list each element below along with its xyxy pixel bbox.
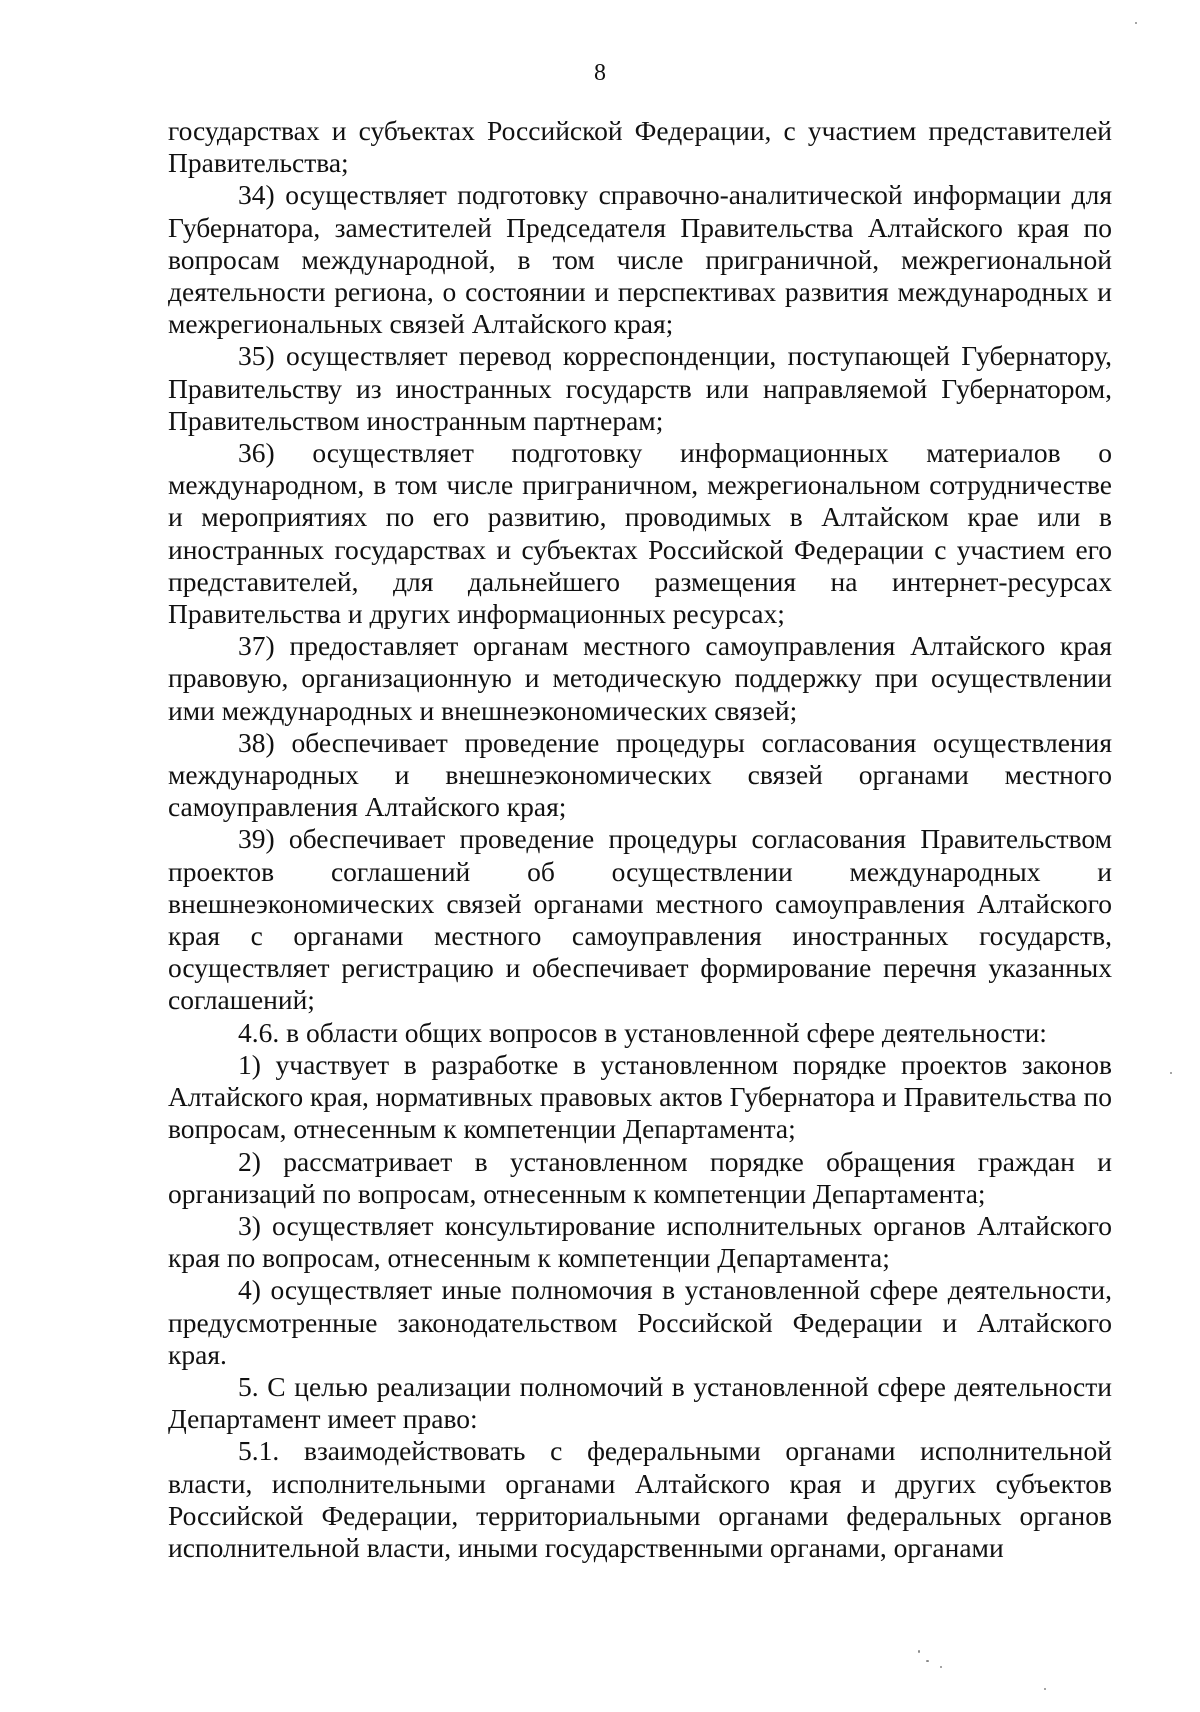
paragraph-item-5-1: 5.1. взаимодействовать с федеральными органами исполнительной власти, исполнительными органами Алтайского края и других субъектов Российской Федерации, территориальными органами федеральных органов исполнительной власти, иными государственными органами, органами [168,1435,1112,1563]
paragraph-item-39: 39) обеспечивает проведение процедуры согласования Правительством проектов соглашений об осуществлении международных и внешнеэкономических связей органами местного самоуправления Алтайского края с органами местного самоуправления иностранных государств, осуществляет регистрацию и обеспечивает формирование перечня указанных соглашений; [168,823,1112,1016]
paragraph-item-3: 3) осуществляет консультирование исполнительных органов Алтайского края по вопросам, отнесенным к компетенции Департамента; [168,1209,1112,1274]
paragraph-item-35: 35) осуществляет перевод корреспонденции, поступающей Губернатору, Правительству из иностранных государств или направляемой Губернатором, Правительством иностранным партнерам; [168,340,1112,436]
page-number: 8 [594,60,606,86]
scan-speck [926,1660,929,1662]
paragraph-item-37: 37) предоставляет органам местного самоуправления Алтайского края правовую, организационную и методическую поддержку при осуществлении ими международных и внешнеэкономических связей; [168,630,1112,726]
section-5-heading: 5. С целью реализации полномочий в установленной сфере деятельности Департамент имеет право: [168,1370,1112,1435]
scan-speck [1044,1688,1046,1690]
scan-speck [918,1650,920,1653]
section-4-6-heading: 4.6. в области общих вопросов в установленной сфере деятельности: [238,1016,1047,1048]
paragraph-item-1: 1) участвует в разработке в установленном порядке проектов законов Алтайского края, нормативных правовых актов Губернатора и Правительства по вопросам, отнесенным к компетенции Департамента; [168,1048,1112,1145]
document-body [168,115,1112,1564]
paragraph-item-36: 36) осуществляет подготовку информационных материалов о международном, в том числе приграничном, межрегиональном сотрудничестве и мероприятиях по его развитию, проводимых в Алтайском крае или в иностранных государствах и субъектах Российской Федерации с участием его представителей, для дальнейшего размещения на интернет-ресурсах Правительства и других информационных ресурсах; [168,437,1112,630]
scan-speck [1170,1072,1172,1074]
paragraph-continuation: государствах и субъектах Российской Федерации, с участием представителей Правительства; [168,115,1112,179]
paragraph-item-38: 38) обеспечивает проведение процедуры согласования осуществления международных и внешнеэкономических связей органами местного самоуправления Алтайского края; [168,726,1112,823]
paragraph-item-34: 34) осуществляет подготовку справочно-аналитической информации для Губернатора, заместителей Председателя Правительства Алтайского края по вопросам международной, в том числе приграничной, межрегиональной деятельности региона, о состоянии и перспективах развития международных и межрегиональных связей Алтайского края; [168,179,1112,340]
paragraph-item-2: 2) рассматривает в установленном порядке обращения граждан и организаций по вопросам, отнесенным к компетенции Департамента; [168,1145,1112,1209]
paragraph-item-4: 4) осуществляет иные полномочия в установленной сфере деятельности, предусмотренные законодательством Российской Федерации и Алтайского края. [168,1274,1112,1370]
scan-speck [1135,22,1137,24]
scan-speck [940,1666,942,1668]
